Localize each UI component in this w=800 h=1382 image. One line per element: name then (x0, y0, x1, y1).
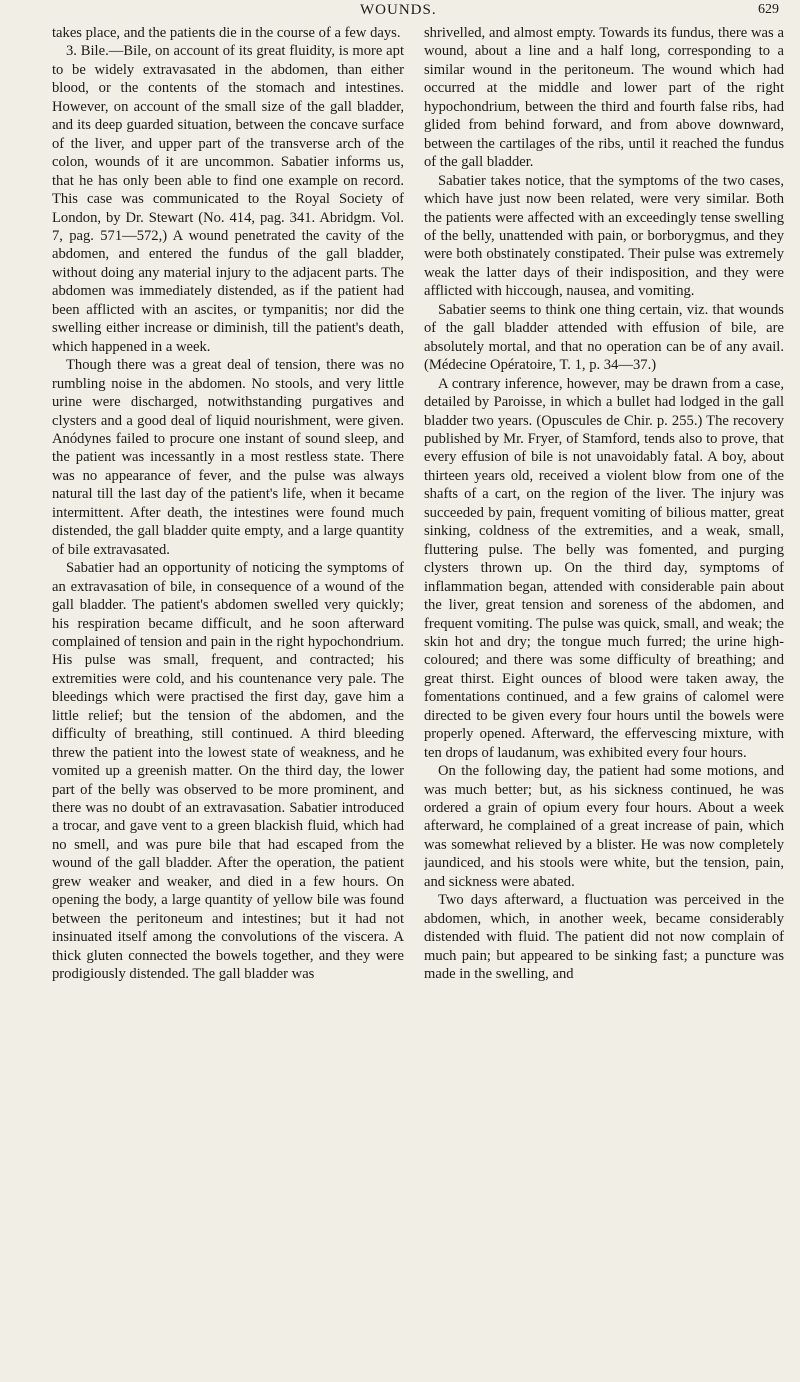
paragraph: Sabatier takes notice, that the symptoms of the two cases, which have just now been related, were very similar. Both the patients were affected with an exceedingly tense swelling of the belly, unattended with pain, or borborygmus, and they were both obstinately constipated. Their pulse was extremely weak the latter days of their indisposition, and they were afflicted with hiccough, nausea, and vomiting. (424, 172, 784, 300)
paragraph: shrivelled, and almost empty. Towards its fundus, there was a wound, about a line and a half long, corresponding to a similar wound in the peritoneum. The wound which had occurred at the middle and lower part of the right hypochondrium, between the third and fourth false ribs, had glided from behind forward, and from above downward, between the cartilages of the ribs, until it reached the fundus of the gall bladder. (424, 25, 784, 171)
left-column (52, 24, 404, 1376)
running-head (0, 2, 800, 24)
page-number: 629 (758, 2, 779, 17)
paragraph: A contrary inference, however, may be drawn from a case, detailed by Paroisse, in which a bullet had lodged in the gall bladder two years. (Opuscules de Chir. p. 255.) The recovery published by Mr. Fryer, of Stamford, tends also to prove, that every effusion of bile is not unavoidably fatal. A boy, about thirteen years old, received a violent blow from one of the shafts of a cart, on the region of the liver. The injury was succeeded by pain, frequent vomiting of bilious matter, great sinking, coldness of the extremities, and a weak, small, fluttering pulse. The belly was fomented, and purging clysters thrown up. On the third day, symptoms of inflammation began, attended with considerable pain about the liver, great tension and soreness of the abdomen, and frequent vomiting. The pulse was quick, small, and weak; the skin hot and dry; the tongue much furred; the urine high-coloured; and there was some difficulty of breathing; and great thirst. Eight ounces of blood were taken away, the fomentations continued, and a few grains of calomel were directed to be given every four hours until the bowels were properly opened. Afterward, the effervescing mixture, with ten drops of laudanum, was exhibited every four hours. (424, 375, 784, 761)
paragraph: 3. Bile.—Bile, on account of its great fluidity, is more apt to be widely extravasated in the abdomen, than either blood, or the contents of the stomach and intestines. However, on account of the small size of the gall bladder, and its deep guarded situation, between the concave surface of the liver, and upper part of the transverse arch of the colon, wounds of it are uncommon. Sabatier informs us, that he has only been able to find one example on record. This case was communicated to the Royal Society of London, by Dr. Stewart (No. 414, pag. 341. Abridgm. Vol. 7, pag. 571—572,) A wound penetrated the cavity of the abdomen, and entered the fundus of the gall bladder, without doing any material injury to the adjacent parts. The abdomen was immediately distended, as if the patient had been afflicted with an ascites, or tympanitis; nor did the swelling either increase or diminish, till the patient's death, which happened in a week. (52, 43, 404, 355)
paragraph: Though there was a great deal of tension, there was no rumbling noise in the abdomen. No stools, and very little urine were discharged, notwithstanding purgatives and clysters and a good deal of liquid nourishment, were given. Anódynes failed to procure one instant of sound sleep, and the patient was incessantly in a most restless state. There was no appearance of fever, and the pulse was always natural till the last day of the patient's life, when it became intermittent. After death, the intestines were found much distended, the gall bladder quite empty, and a large quantity of bile extravasated. (52, 357, 404, 558)
right-column (424, 24, 784, 1376)
paragraph: On the following day, the patient had some motions, and was much better; but, as his sickness continued, he was ordered a grain of opium every four hours. About a week afterward, he complained of a great increase of pain, which was somewhat relieved by a blister. He was now completely jaundiced, and his stools were white, but the tension, pain, and sickness were abated. (424, 763, 784, 890)
text-columns (52, 24, 784, 1376)
running-title: WOUNDS. (360, 2, 437, 18)
paragraph: Sabatier had an opportunity of noticing the symptoms of an extravasation of bile, in consequence of a wound of the gall bladder. The patient's abdomen swelled very quickly; his respiration became difficult, and he soon afterward complained of tension and pain in the right hypochondrium. His pulse was small, frequent, and contracted; his extremities were cold, and his countenance very pale. The bleedings which were practised the first day, gave him a little relief; but the tension of the abdomen, and the difficulty of breathing, still continued. A third bleeding threw the patient into the lowest state of weakness, and he vomited up a greenish matter. On the third day, the lower part of the belly was observed to be more prominent, and there was no doubt of an extravasation. Sabatier introduced a trocar, and gave vent to a green blackish fluid, which had no smell, and was pure bile that had escaped from the wound of the gall bladder. After the operation, the patient grew weaker and weaker, and died in a few hours. On opening the body, a large quantity of yellow bile was found between the peritoneum and intestines; but it had not insinuated itself among the convolutions of the viscera. A thick gluten connected the bowels together, and they were prodigiously distended. The gall bladder was (52, 560, 404, 983)
paragraph: takes place, and the patients die in the course of a few days. (52, 25, 401, 41)
paragraph: Two days afterward, a fluctuation was perceived in the abdomen, which, in another week, became considerably distended with fluid. The patient did not now complain of much pain; but appeared to be sinking fast; a puncture was made in the swelling, and (424, 892, 784, 983)
paragraph: Sabatier seems to think one thing certain, viz. that wounds of the gall bladder attended with effusion of bile, are absolutely mortal, and that no operation can be of any avail. (Médecine Opératoire, T. 1, p. 34—37.) (424, 301, 784, 374)
